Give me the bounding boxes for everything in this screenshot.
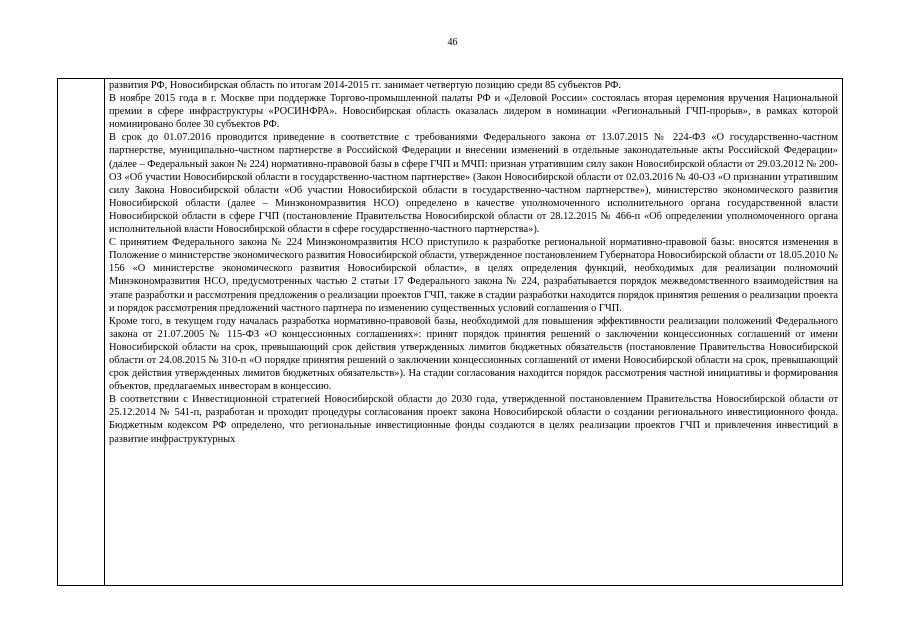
table-row — [58, 79, 843, 586]
paragraph-ranking: развития РФ, Новосибирская область по итогам 2014-2015 гг. занимает четвертую позицию среди 85 субъектов РФ. — [109, 80, 621, 91]
paragraph-legal-alignment: В срок до 01.07.2016 проводится приведение в соответствие с требованиями Федерального закона от 13.07.2015 № 224-ФЗ «О государственно-частном партнерстве, муниципально-частном партнерстве в Российской Федерации и внесении изменений в отдельные законодательные акты Российской Федерации» (далее – Федеральный закон № 224) нормативно-правовой базы в сфере ГЧП и МЧП: признан утратившим силу закон Новосибирской области от 29.03.2012 № 200-ОЗ «Об участии Новосибирской области в государственно-частном партнерстве» (Закон Новосибирской области от 02.03.2016 № 40-ОЗ «О признании утратившим силу Закона Новосибирской области «Об участии Новосибирской области в государственно-частном партнерстве»), министерство экономического развития Новосибирской области (далее – Минэкономразвития НСО) определено в качестве уполномоченного исполнительного органа государственной власти Новосибирской области в сфере ГЧП (постановление Правительства Новосибирской области от 28.12.2015 № 466-п «Об определении уполномоченного органа исполнительной власти Новосибирской области в сфере государственно-частного партнерства»). — [109, 132, 838, 236]
paragraph-investment-fund: В соответствии с Инвестиционной стратегией Новосибирской области до 2030 года, утвержденной постановлением Правительства Новосибирской области от 25.12.2014 № 541-п, разработан и проходит процедуры согласования проект закона Новосибирской области о создании регионального инвестиционного фонда. Бюджетным кодексом РФ определено, что региональные инвестиционные фонды создаются в целях реализации проектов ГЧП и привлечения инвестиций в развитие инфраструктурных — [109, 394, 838, 445]
paragraph-rosinfra-award: В ноябре 2015 года в г. Москве при поддержке Торгово-промышленной палаты РФ и «Деловой России» состоялась вторая церемония вручения Национальной премии в сфере инфраструктуры «РОСИНФРА». Новосибирская область оказалась лидером в номинации «Региональный ГЧП-прорыв», в рамках которой номинировано более 30 субъектов РФ. — [109, 93, 838, 131]
content-table — [57, 78, 843, 586]
page-number: 46 — [447, 37, 458, 48]
paragraph-concession-agreements: Кроме того, в текущем году началась разработка нормативно-правовой базы, необходимой для повышения эффективности реализации положений Федерального закона от 21.07.2005 № 115-ФЗ «О концессионных соглашениях»: принят порядок принятия решений о заключении концессионных соглашений от имени Новосибирской области на срок, превышающий срок действия утвержденных лимитов бюджетных обязательств (постановление Правительства Новосибирской области от 24.08.2015 № 310-п «О порядке принятия решений о заключении концессионных соглашений от имени Новосибирской области на срок, превышающий срок действия утвержденных лимитов бюджетных обязательств»). На стадии согласования находится порядок рассмотрения частной инициативы и формирования объектов, предлагаемых инвесторам в концессию. — [109, 315, 838, 393]
paragraph-regulatory-framework: С принятием Федерального закона № 224 Минэкономразвития НСО приступило к разработке региональной нормативно-правовой базы: вносятся изменения в Положение о министерстве экономического развития Новосибирской области, утвержденное постановлением Губернатора Новосибирской области от 18.05.2010 № 156 «О министерстве экономического развития Новосибирской области», в целях определения функций, необходимых для реализации полномочий Минэкономразвития НСО, предусмотренных частью 2 статьи 17 Федерального закона № 224, разрабатывается порядок межведомственного взаимодействия на этапе разработки и рассмотрения предложения о реализации проектов ГЧП, также в стадии разработки находится порядок принятия решения о реализации проекта и порядок рассмотрения предложений частного партнера по изменению существенных условий соглашения о ГЧП. — [109, 237, 838, 314]
left-column-cell — [58, 79, 105, 586]
text-column-cell — [105, 79, 843, 586]
